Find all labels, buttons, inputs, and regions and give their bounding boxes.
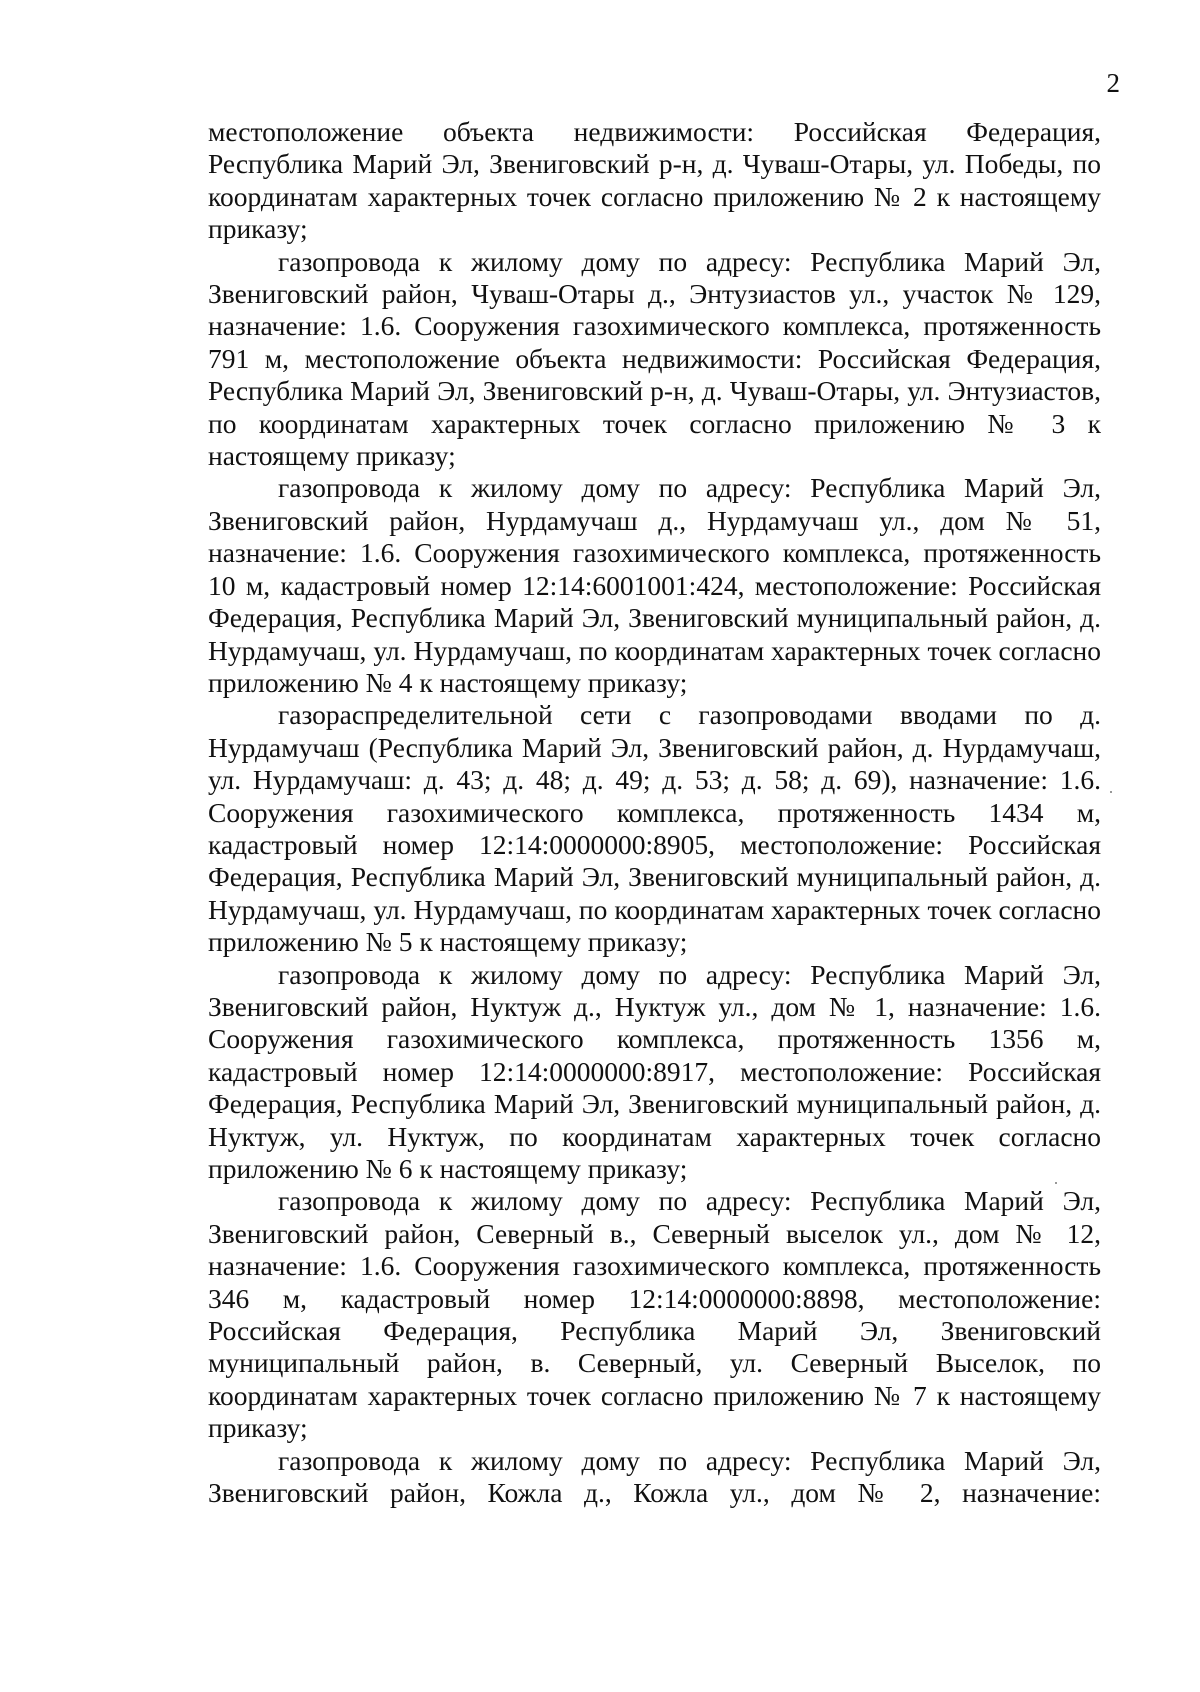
- paragraph-gas-pipeline-nurdamuchash-51: газопровода к жилому дому по адресу: Республика Марий Эл, Звениговский район, Нурдамучаш д., Нурдамучаш ул., дом № 51, назначение: 1.6. Сооружения газохимического комплекса, протяженность 10 м, кадастровый номер 12:14:6001001:424, местоположение: Российская Федерация, Республика Марий Эл, Звениговский муниципальный район, д. Нурдамучаш, ул. Нурдамучаш, по координатам характерных точек согласно приложению № 4 к настоящему приказу;: [208, 472, 1101, 698]
- paragraph-gas-pipeline-nuktuzh: газопровода к жилому дому по адресу: Республика Марий Эл, Звениговский район, Нуктуж д., Нуктуж ул., дом № 1, назначение: 1.6. Сооружения газохимического комплекса, протяженность 1356 м, кадастровый номер 12:14:0000000:8917, местоположение: Российская Федерация, Республика Марий Эл, Звениговский муниципальный район, д. Нуктуж, ул. Нуктуж, по координатам характерных точек согласно приложению № 6 к настоящему приказу;: [208, 958, 1101, 1184]
- scan-speck: [1110, 791, 1112, 793]
- paragraph-gas-pipeline-kozhla: газопровода к жилому дому по адресу: Республика Марий Эл, Звениговский район, Кожла д., Кожла ул., дом № 2, назначение:: [208, 1444, 1101, 1509]
- paragraph-gas-pipeline-severny: газопровода к жилому дому по адресу: Республика Марий Эл, Звениговский район, Северный в., Северный выселок ул., дом № 12, назначение: 1.6. Сооружения газохимического комплекса, протяженность 346 м, кадастровый номер 12:14:0000000:8898, местоположение: Российская Федерация, Республика Марий Эл, Звениговский муниципальный район, в. Северный, ул. Северный Выселок, по координатам характерных точек согласно приложению № 7 к настоящему приказу;: [208, 1185, 1101, 1444]
- scan-speck: [1055, 1182, 1057, 1184]
- paragraph-gas-pipeline-entuziastov: газопровода к жилому дому по адресу: Республика Марий Эл, Звениговский район, Чуваш-Отары д., Энтузиастов ул., участок № 129, назначение: 1.6. Сооружения газохимического комплекса, протяженность 791 м, местоположение объекта недвижимости: Российская Федерация, Республика Марий Эл, Звениговский р-н, д. Чуваш-Отары, ул. Энтузиастов, по координатам характерных точек согласно приложению № 3 к настоящему приказу;: [208, 245, 1101, 472]
- document-body: [208, 116, 1101, 1509]
- paragraph-gas-network-nurdamuchash: газораспределительной сети с газопроводами вводами по д. Нурдамучаш (Республика Марий Эл, Звениговский район, д. Нурдамучаш, ул. Нурдамучаш: д. 43; д. 48; д. 49; д. 53; д. 58; д. 69), назначение: 1.6. Сооружения газохимического комплекса, протяженность 1434 м, кадастровый номер 12:14:0000000:8905, местоположение: Российская Федерация, Республика Марий Эл, Звениговский муниципальный район, д. Нурдамучаш, ул. Нурдамучаш, по координатам характерных точек согласно приложению № 5 к настоящему приказу;: [208, 699, 1101, 958]
- paragraph-location-continuation: местоположение объекта недвижимости: Российская Федерация, Республика Марий Эл, Звениговский р-н, д. Чуваш-Отары, ул. Победы, по координатам характерных точек согласно приложению № 2 к настоящему приказу;: [208, 116, 1101, 245]
- page-number: 2: [1106, 68, 1120, 98]
